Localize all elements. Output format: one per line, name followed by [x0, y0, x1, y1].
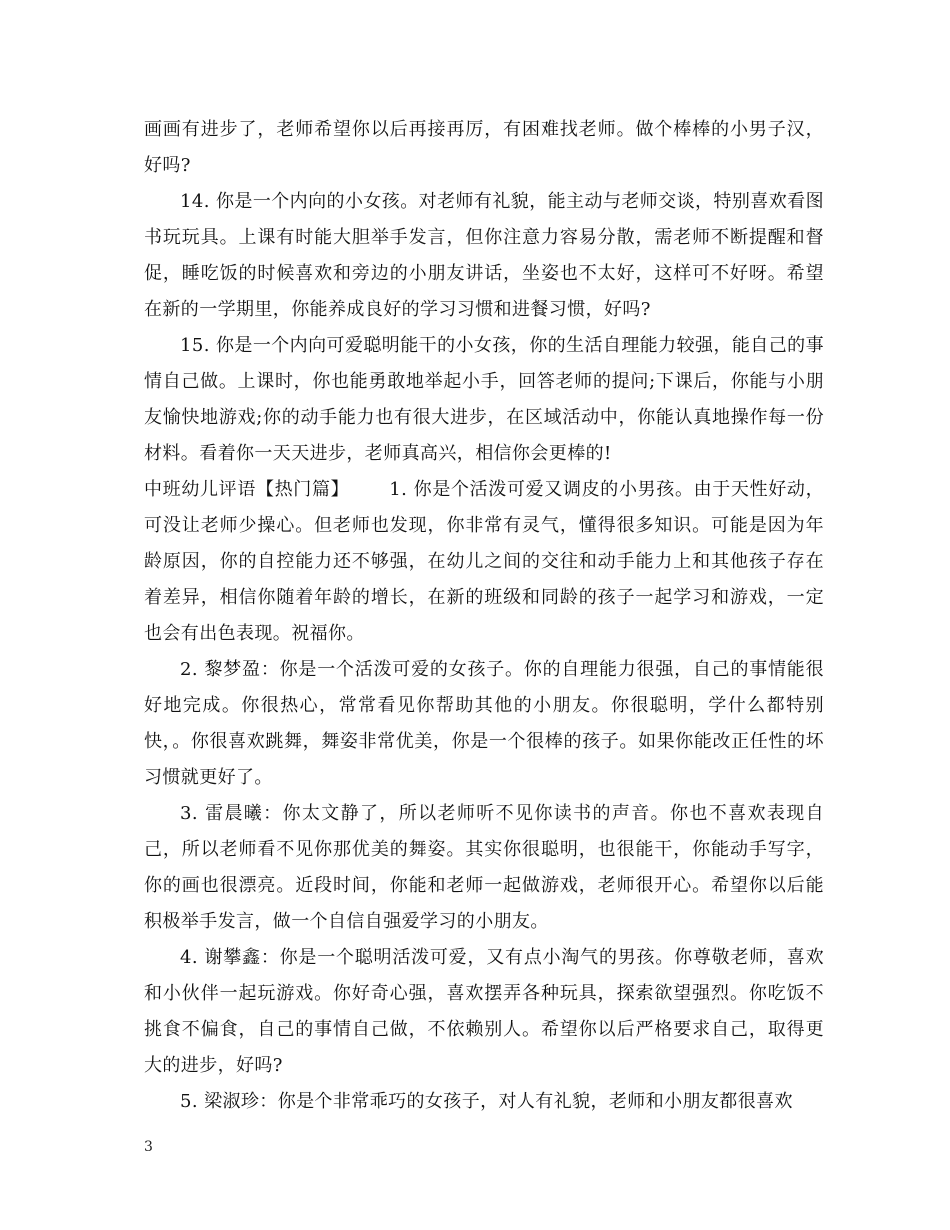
document-body: [144, 112, 824, 1120]
paragraph-item-2: 2. 黎梦盈：你是一个活泼可爱的女孩子。你的自理能力很强，自己的事情能很好地完成。你很热心，常常看见你帮助其他的小朋友。你很聪明，学什么都特别快，。你很喜欢跳舞，舞姿非常优美，你是一个很棒的孩子。如果你能改正任性的坏习惯就更好了。: [144, 659, 824, 788]
paragraph-item-5: 5. 梁淑珍：你是个非常乖巧的女孩子，对人有礼貌，老师和小朋友都很喜欢: [180, 1091, 793, 1112]
section-item-1: 1. 你是个活泼可爱又调皮的小男孩。由于天性好动，可没让老师少操心。但老师也发现，你非常有灵气，懂得很多知识。可能是因为年龄原因，你的自控能力还不够强，在幼儿之间的交往和动手能力上和其他孩子存在着差异，相信你随着年龄的增长，在新的班级和同龄的孩子一起学习和游戏，一定也会有出色表现。祝福你。: [144, 479, 824, 644]
paragraph-item-15: 15. 你是一个内向可爱聪明能干的小女孩，你的生活自理能力较强，能自己的事情自己做。上课时，你也能勇敢地举起小手，回答老师的提问;下课后，你能与小朋友愉快地游戏;你的动手能力也有很大进步，在区域活动中，你能认真地操作每一份材料。看着你一天天进步，老师真高兴，相信你会更棒的!: [144, 335, 824, 464]
section-title: 中班幼儿评语【热门篇】: [144, 479, 350, 500]
paragraph-item-14: 14. 你是一个内向的小女孩。对老师有礼貌，能主动与老师交谈，特别喜欢看图书玩玩具。上课有时能大胆举手发言，但你注意力容易分散，需老师不断提醒和督促，睡吃饭的时候喜欢和旁边的小朋友讲话，坐姿也不太好，这样可不好呀。希望在新的一学期里，你能养成良好的学习习惯和进餐习惯，好吗?: [144, 191, 824, 320]
paragraph-continuation: 画画有进步了，老师希望你以后再接再厉，有困难找老师。做个棒棒的小男子汉，好吗?: [144, 119, 824, 176]
paragraph-item-3: 3. 雷晨曦：你太文静了，所以老师听不见你读书的声音。你也不喜欢表现自己，所以老师看不见你那优美的舞姿。其实你很聪明，也很能干，你能动手写字，你的画也很漂亮。近段时间，你能和老师一起做游戏，老师很开心。希望你以后能积极举手发言，做一个自信自强爱学习的小朋友。: [144, 803, 824, 932]
page-number: 3: [144, 1139, 153, 1155]
section-paragraph: [144, 472, 824, 652]
paragraph-item-4: 4. 谢攀鑫：你是一个聪明活泼可爱，又有点小淘气的男孩。你尊敬老师，喜欢和小伙伴一起玩游戏。你好奇心强，喜欢摆弄各种玩具，探索欲望强烈。你吃饭不挑食不偏食，自己的事情自己做，不依赖别人。希望你以后严格要求自己，取得更大的进步，好吗?: [144, 947, 824, 1076]
